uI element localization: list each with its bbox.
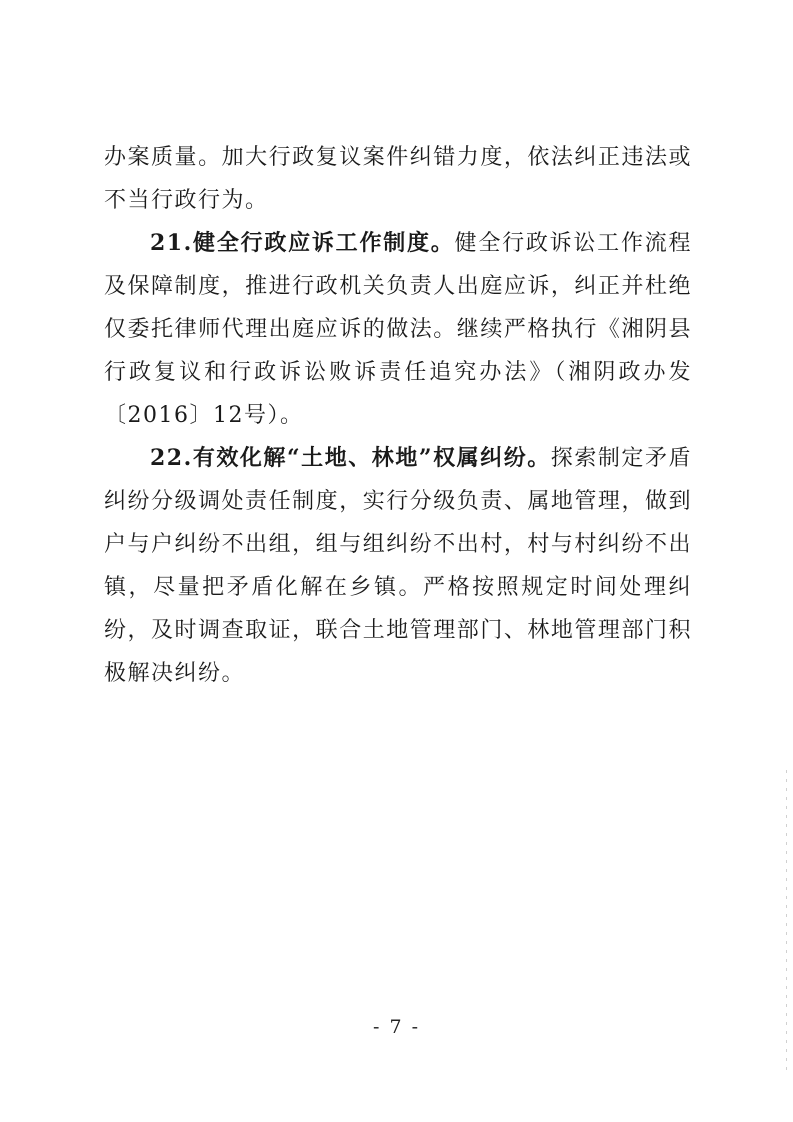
page-number: - 7 - [372, 1016, 420, 1038]
item-21-text: 健全行政诉讼工作流程及保障制度，推进行政机关负责人出庭应诉，纠正并杜绝仅委托律师代理出庭应诉的做法。继续严格执行《湘阴县行政复议和行政诉讼败诉责任追究办法》（湘阴政办发〔2016〕12号）。 [104, 231, 692, 428]
item-21-heading: 21.健全行政应诉工作制度。 [150, 230, 455, 256]
scan-edge-mark [786, 770, 787, 1070]
item-22-heading: 22.有效化解“土地、林地”权属纠纷。 [150, 445, 551, 471]
item-22-text: 探索制定矛盾纠纷分级调处责任制度，实行分级负责、属地管理，做到户与户纠纷不出组，组与组纠纷不出村，村与村纠纷不出镇，尽量把矛盾化解在乡镇。严格按照规定时间处理纠纷，及时调查取证，联合土地管理部门、林地管理部门积极解决纠纷。 [104, 446, 692, 686]
paragraph-item-21 [104, 222, 692, 437]
paragraph-item-22 [104, 437, 692, 695]
body-text [104, 136, 692, 695]
paragraph-continuation: 办案质量。加大行政复议案件纠错力度，依法纠正违法或不当行政行为。 [104, 145, 692, 213]
